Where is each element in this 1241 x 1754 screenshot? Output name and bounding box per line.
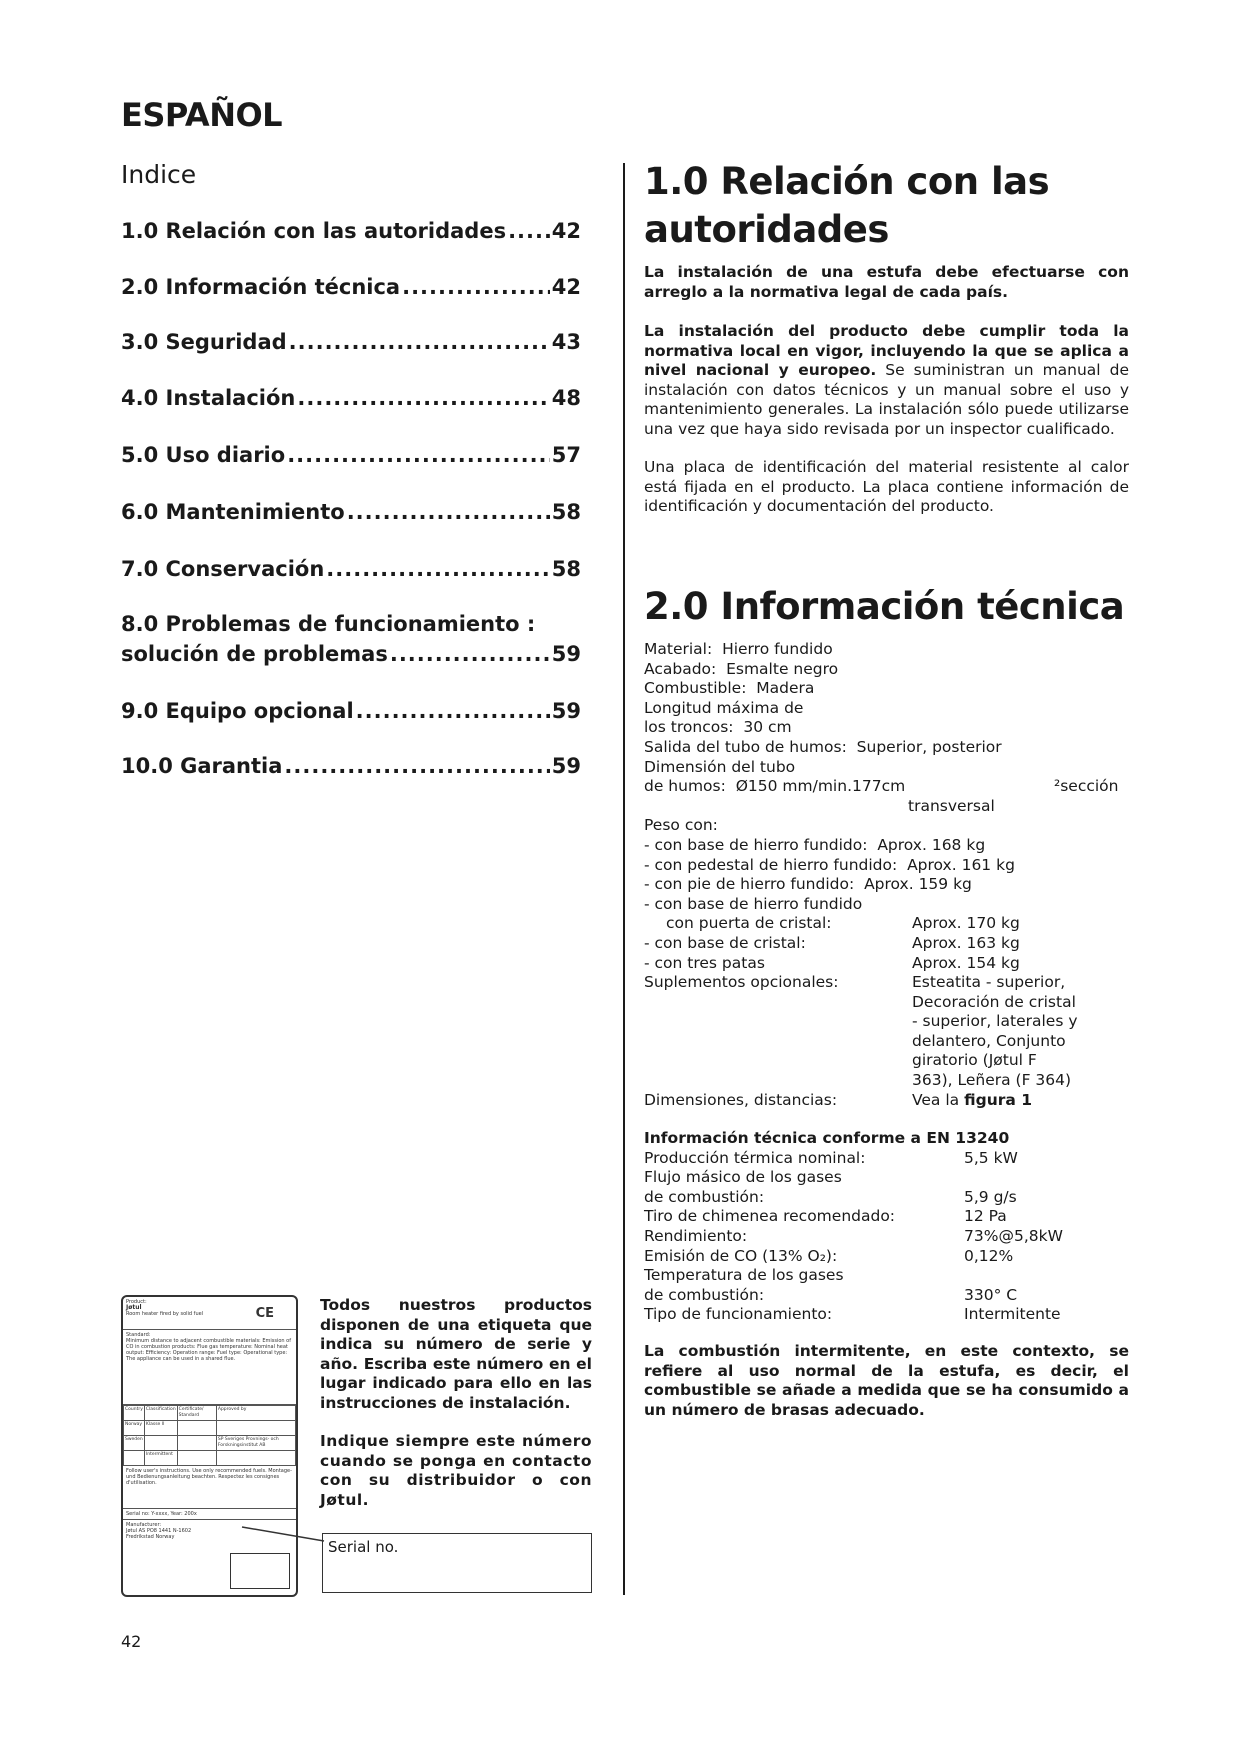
toc-label: 9.0 Equipo opcional [121, 699, 354, 723]
toc-item[interactable] [121, 216, 581, 246]
toc-item[interactable] [121, 272, 581, 302]
toc-item[interactable] [121, 327, 581, 357]
toc-page: 59 [551, 642, 581, 666]
toc-item[interactable] [121, 751, 581, 781]
toc-item[interactable] [121, 554, 581, 584]
toc-label: 5.0 Uso diario [121, 443, 286, 467]
section1-title: 1.0 Relación con las autoridades [644, 160, 1050, 251]
toc-label: 2.0 Información técnica [121, 275, 401, 299]
serial-label: Serial no. [328, 1538, 399, 1556]
toc-item[interactable] [121, 609, 581, 669]
section2-title: 2.0 Información técnica [644, 585, 1125, 628]
toc-label: solución de problemas [121, 642, 388, 666]
toc-label: 1.0 Relación con las autoridades [121, 219, 507, 243]
toc-page: 58 [551, 557, 581, 581]
toc-label: 4.0 Instalación [121, 386, 296, 410]
closing-note: La combustión intermitente, en este contexto, se refiere al uso normal de la estufa, es decir, el combustible se añade a medida que se ha consumido a un número de brasas adecuado. [644, 1342, 1129, 1419]
ce-mark: CE [255, 1306, 274, 1321]
toc-label: 3.0 Seguridad [121, 330, 287, 354]
serial-connector-line [240, 1525, 330, 1545]
toc-page: 59 [551, 699, 581, 723]
toc-page: 59 [551, 754, 581, 778]
toc-label: 10.0 Garantia [121, 754, 283, 778]
plate-serial-box [230, 1553, 290, 1589]
spec-list: Material: Hierro fundido Acabado: Esmalte negro Combustible: Madera Longitud máxima de los troncos: 30 cm Salida del tubo de humos: Superior, posterior Dimensión del tubo de humos: Ø150 mm/min.177cm ²sección transversal Peso con: - con base de hierro fundido: Aprox. 168 kg - con pedestal de hierro fundido: Aprox. 161 kg - con pie de hierro fundido: Aprox. 159 kg - con base de hierro fundido con puerta de cristal: Aprox. 170 kg - con base de cristal: Aprox. 163 kg - con tres patas Aprox. 154 kg Suplementos opcionales: Esteatita - superior, Decoración de cristal - superior, laterales y delantero, Conjunto giratorio (Jøtul F 363), Leñera (F 364) Dimensiones, distancias: Vea la figura 1 [644, 640, 1119, 1109]
toc-label: 8.0 Problemas de funcionamiento : [121, 612, 536, 636]
toc-item[interactable] [121, 383, 581, 413]
toc-page: 42 [551, 219, 581, 243]
toc-item[interactable] [121, 497, 581, 527]
serial-note: Todos nuestros productos disponen de una etiqueta que indica su número de serie y año. Escriba este número en el lugar indicado para ello en las instrucciones de instalación. [320, 1296, 592, 1412]
toc-title: Indice [121, 160, 197, 189]
section1-para3: Una placa de identificación del material resistente al calor está fijada en el producto. La placa contiene información de identificación y documentación del producto. [644, 458, 1129, 515]
toc-label: 6.0 Mantenimiento [121, 500, 345, 524]
section1-para1: La instalación de una estufa debe efectuarse con arreglo a la normativa legal de cada país. [644, 263, 1129, 301]
column-divider [623, 163, 625, 1595]
identification-plate: Product: Jøtul Room heater fired by solid fuel CE Standard: Minimum distance to adjacent combustible materials: Emission of CO in combustion products: Flue gas temperature: Nominal heat output: Efficiency: Operation range: Fuel type: Operational type: The appliance can be used in a shared flue. Country Classification Certificate/ Standard Approved by Norway Klasse II Sweden SP Sveriges Provnings- och Forskningsinstitut AB Intermittent Follow user's instructions. Use only recommended fuels. Montage- und Bedienungsanleitung beachten. Respectez les consignes d'utilisation. Serial no: Y-xxxx, Year: 200x Manufacturer: Jøtul AS PO8 1441 N-1602 Fredrikstad Norway [121, 1295, 298, 1597]
section1-para2: La instalación del producto debe cumplir toda la normativa local en vigor, incluyendo la que se aplica a nivel nacional y europeo. Se suministran un manual de instalación con datos técnicos y un manual sobre el uso y mantenimiento generales. La instalación sólo puede utilizarse una vez que haya sido revisada por un inspector cualificado. [644, 322, 1129, 438]
toc-label: 7.0 Conservación [121, 557, 325, 581]
page-number: 42 [121, 1632, 142, 1651]
toc-item[interactable] [121, 696, 581, 726]
contact-note: Indique siempre este número cuando se ponga en contacto con su distribuidor o con Jøtul. [320, 1432, 592, 1509]
toc-page: 43 [551, 330, 581, 354]
toc-page: 42 [551, 275, 581, 299]
toc-page: 48 [551, 386, 581, 410]
language-heading: ESPAÑOL [121, 96, 283, 134]
tech-title: Información técnica conforme a EN 13240 [644, 1129, 1010, 1147]
toc-page: 57 [551, 443, 581, 467]
toc-page: 58 [551, 500, 581, 524]
toc-item[interactable] [121, 440, 581, 470]
tech-data: Información técnica conforme a EN 13240 Producción térmica nominal: 5,5 kW Flujo másico de los gases de combustión: 5,9 g/s Tiro de chimenea recomendado: 12 Pa Rendimiento: 73%@5,8kW Emisión de CO (13% O₂): 0,12% Temperatura de los gases de combustión: 330° C Tipo de funcionamiento: Intermitente [644, 1129, 1129, 1325]
